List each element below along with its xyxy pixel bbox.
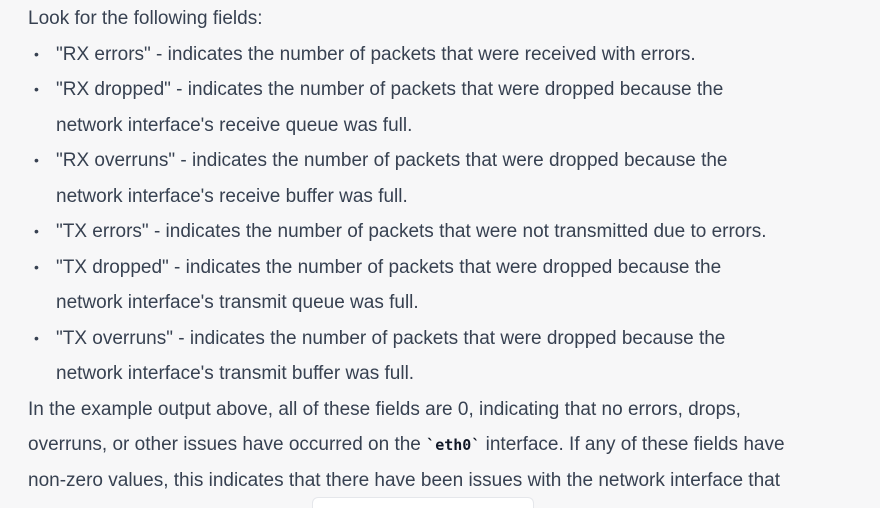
bullet-icon: •	[34, 152, 39, 168]
summary-text-after-code: interface. If any of these fields have	[480, 434, 785, 455]
bullet-icon: •	[34, 329, 39, 346]
summary-line-3: non-zero values, this indicates that there have been issues with the network interface that	[28, 469, 780, 491]
intro-text: Look for the following fields:	[28, 8, 263, 29]
inline-code-eth0	[426, 436, 480, 454]
list-item-text-continued: network interface's receive buffer was full.	[56, 185, 408, 207]
inline-code-text: eth0	[435, 436, 472, 454]
bullet-icon: •	[34, 223, 39, 239]
list-item-text: "TX errors" - indicates the number of packets that were not transmitted due to errors.	[56, 221, 767, 242]
list-item-text: "RX dropped" - indicates the number of packets that were dropped because the	[56, 79, 724, 100]
fields-list	[28, 37, 868, 392]
list-item-text-continued: network interface's transmit queue was full.	[56, 292, 419, 313]
bullet-icon: •	[34, 258, 39, 275]
summary-line-1: In the example output above, all of these fields are 0, indicating that no errors, drops,	[28, 398, 741, 420]
code-tick-close: `	[471, 436, 481, 454]
list-item-text: "TX dropped" - indicates the number of packets that were dropped because the	[56, 256, 722, 278]
chat-message-body	[28, 0, 868, 498]
list-item-text: "TX overruns" - indicates the number of packets that were dropped because the	[56, 327, 726, 349]
summary-text-before-code: overruns, or other issues have occurred on the	[28, 434, 427, 455]
bullet-icon: •	[34, 81, 39, 97]
list-item	[28, 143, 868, 214]
list-item	[28, 214, 868, 250]
bullet-icon: •	[34, 45, 39, 62]
list-item-text-continued: network interface's transmit buffer was full.	[56, 363, 415, 384]
list-item-text: "RX overruns" - indicates the number of packets that were dropped because the	[56, 150, 728, 171]
list-item	[28, 321, 868, 392]
list-item-text-continued: network interface's receive queue was full.	[56, 114, 413, 136]
list-item	[28, 250, 868, 321]
code-tick-open: `	[426, 436, 436, 454]
summary-line-2	[28, 427, 868, 463]
list-item	[28, 72, 868, 143]
list-item	[28, 37, 868, 73]
list-item-text: "RX errors" - indicates the number of packets that were received with errors.	[56, 43, 696, 65]
